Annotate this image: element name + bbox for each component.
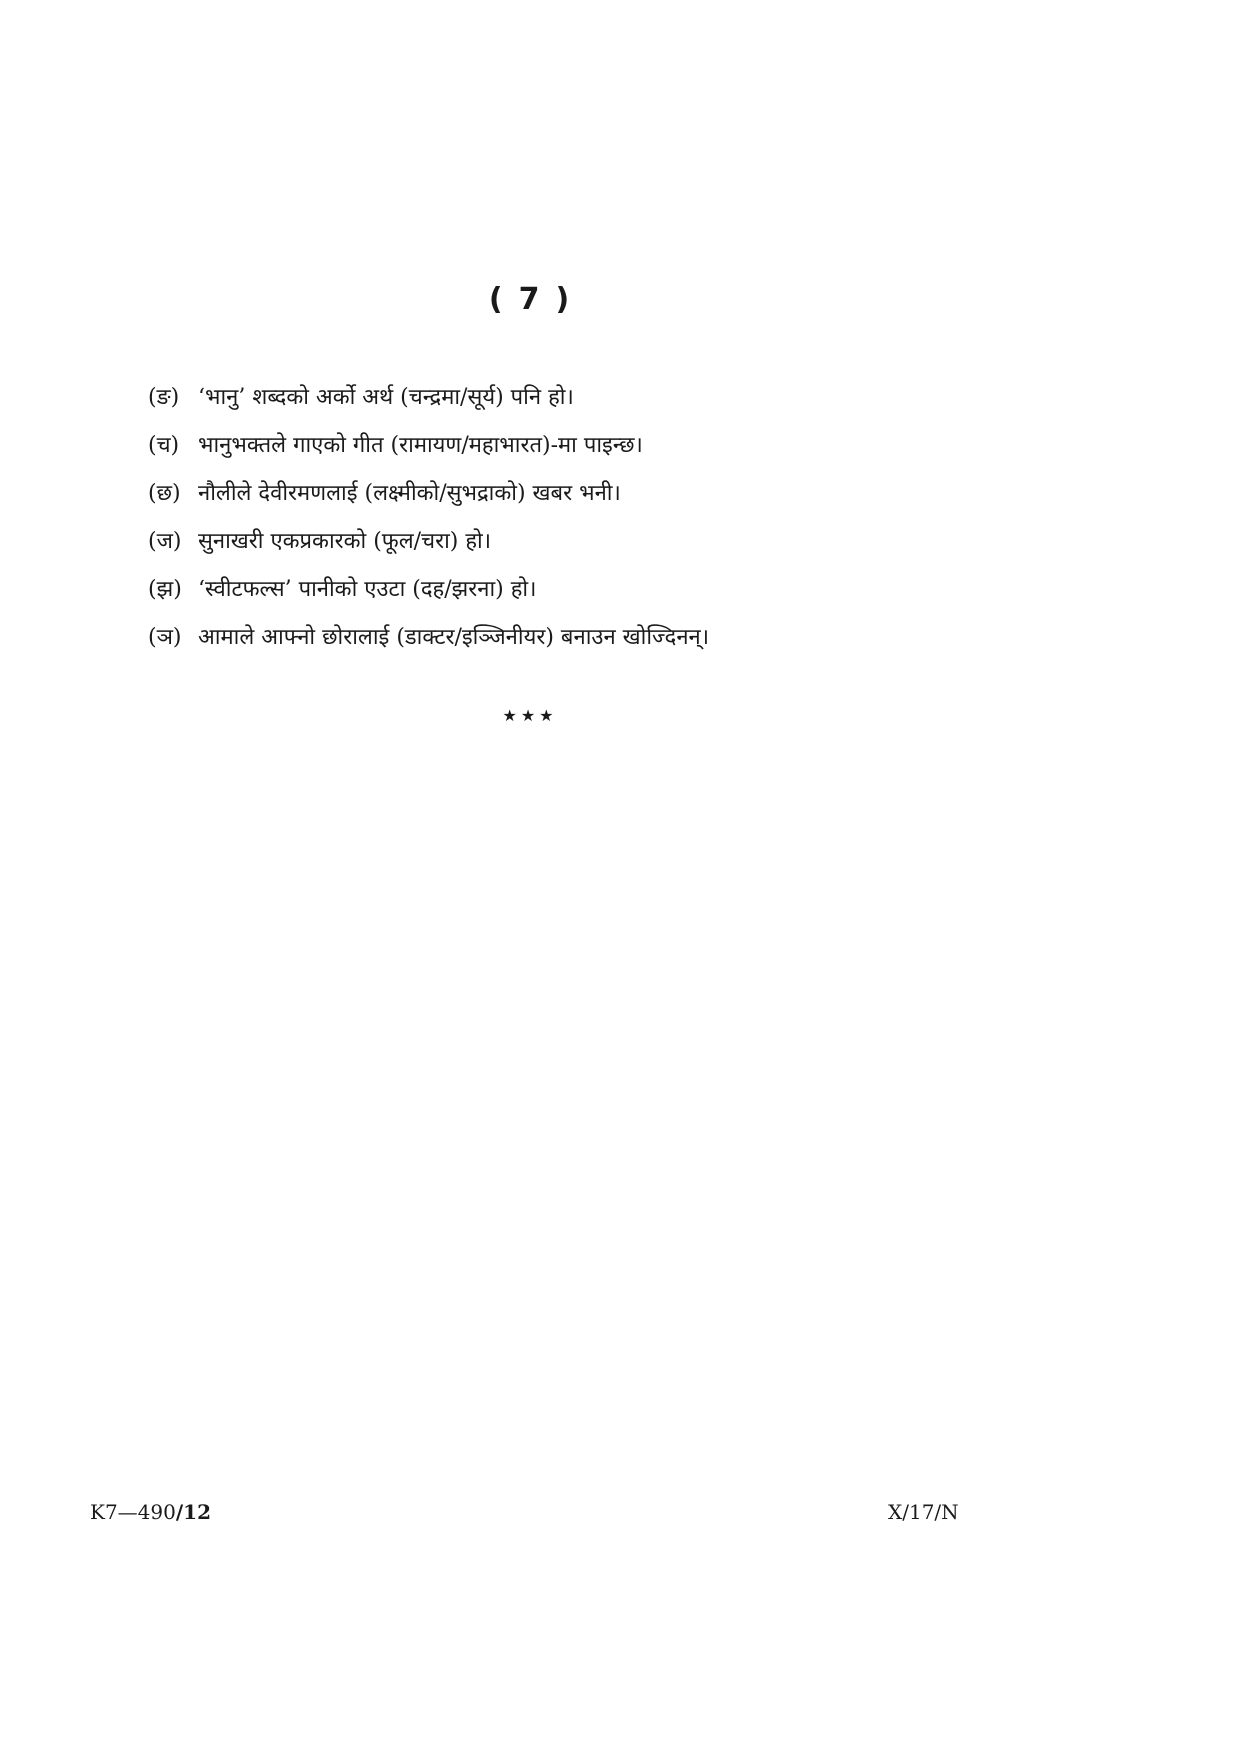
- question-item: [148, 374, 1098, 422]
- page-number-value: 7: [518, 282, 542, 317]
- question-marker: (ङ): [148, 385, 180, 410]
- page-number: ( 7 ): [488, 282, 572, 317]
- end-mark: ★★★: [502, 706, 558, 725]
- question-text: नौलीले देवीरमणलाई (लक्ष्मीको/सुभद्राको) खबर भनी।: [198, 481, 621, 506]
- question-item: [148, 422, 1098, 470]
- paper-code: [90, 1500, 211, 1524]
- question-marker: (ञ): [148, 625, 182, 650]
- question-marker: (छ): [148, 481, 181, 506]
- series-code: X/17/N: [888, 1500, 959, 1524]
- question-text: आमाले आफ्नो छोरालाई (डाक्टर/इञ्जिनीयर) बनाउन खोज्दिनन्।: [198, 625, 710, 650]
- paper-code-suffix: /12: [175, 1500, 211, 1524]
- question-list: [148, 374, 1098, 662]
- question-item: [148, 614, 1098, 662]
- question-marker: (च): [148, 433, 180, 458]
- question-item: [148, 566, 1098, 614]
- question-text: ‘भानु’ शब्दको अर्को अर्थ (चन्द्रमा/सूर्य) पनि हो।: [198, 385, 574, 410]
- question-text: ‘स्वीटफल्स’ पानीको एउटा (दह/झरना) हो।: [198, 577, 537, 602]
- paper-code-prefix: K7—490: [90, 1500, 176, 1524]
- question-text: सुनाखरी एकप्रकारको (फूल/चरा) हो।: [198, 529, 492, 554]
- question-text: भानुभक्तले गाएको गीत (रामायण/महाभारत)-मा पाइन्छ।: [198, 433, 643, 458]
- question-marker: (झ): [148, 577, 182, 602]
- question-item: [148, 470, 1098, 518]
- question-marker: (ज): [148, 529, 182, 554]
- question-item: [148, 518, 1098, 566]
